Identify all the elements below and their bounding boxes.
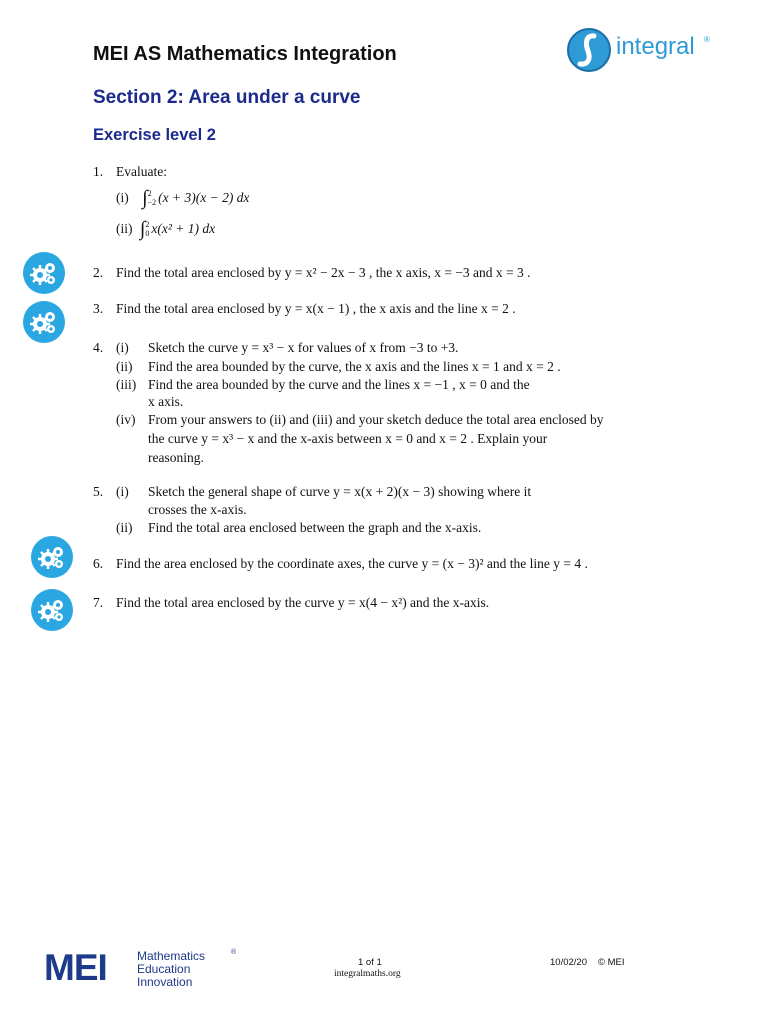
mei-logo-mark: ® [231, 949, 237, 956]
footer-site: integralmaths.org [334, 969, 401, 979]
integral-logo-text: integral [616, 33, 695, 60]
q2-number: 2. [93, 265, 104, 280]
mei-logo-line1: Mathematics [137, 949, 206, 963]
q3-number: 3. [93, 301, 104, 316]
q4-part-iv-line1: From your answers to (ii) and (iii) and your sketch deduce the total area enclosed by [148, 412, 604, 427]
mei-logo [44, 947, 254, 992]
q2-text: Find the total area enclosed by y = x² − 2x − 3 , the x axis, x = −3 and x = 3 . [116, 265, 531, 280]
q4-label-i: (i) [116, 340, 129, 355]
q4-part-i: Sketch the curve y = x³ − x for values of x from −3 to +3. [148, 340, 459, 355]
gears-icon[interactable] [31, 589, 73, 631]
q5-label-i: (i) [116, 484, 129, 499]
q1-text: Evaluate: [116, 164, 167, 179]
mei-logo-line3: Innovation [137, 975, 193, 989]
document-title: MEI AS Mathematics Integration [93, 43, 397, 65]
page-number: 1 of 1 [358, 957, 382, 968]
q4-part-iv-line3: reasoning. [148, 450, 204, 465]
q4-number: 4. [93, 340, 104, 355]
q4-part-iii-line2: x axis. [148, 394, 184, 409]
footer-copyright: © MEI [598, 957, 625, 968]
q5-part-ii: Find the total area enclosed between the graph and the x-axis. [148, 520, 482, 535]
integral-sign-icon: ∫ [139, 218, 146, 240]
exercise-level: Exercise level 2 [93, 126, 216, 144]
q1-number: 1. [93, 164, 104, 179]
q1-ii-lower-limit: 0 [145, 228, 150, 238]
gears-icon[interactable] [31, 536, 73, 578]
integral-logo [566, 27, 716, 73]
q5-part-i-line2: crosses the x-axis. [148, 502, 247, 517]
q6-number: 6. [93, 556, 104, 571]
integral-logo-icon [566, 27, 612, 73]
footer-date: 10/02/20 [550, 957, 587, 968]
q6-text: Find the area enclosed by the coordinate axes, the curve y = (x − 3)² and the line y = 4 . [116, 556, 588, 571]
q4-label-ii: (ii) [116, 359, 133, 374]
mei-logo-line2: Education [137, 962, 191, 976]
gears-icon[interactable] [23, 252, 65, 294]
q4-label-iii: (iii) [116, 377, 137, 392]
integral-logo-mark: ® [704, 35, 710, 44]
section-title: Section 2: Area under a curve [93, 87, 361, 108]
q3-text: Find the total area enclosed by y = x(x − 1) , the x axis and the line x = 2 . [116, 301, 516, 316]
q5-number: 5. [93, 484, 104, 499]
q4-label-iv: (iv) [116, 412, 136, 427]
q1-part-ii-label: (ii) [116, 221, 133, 236]
q1-part-i [116, 187, 249, 208]
mei-logo-letters: MEI [44, 947, 107, 988]
q1-i-upper-limit: 2 [147, 188, 152, 198]
q5-label-ii: (ii) [116, 520, 133, 535]
q4-part-ii: Find the area bounded by the curve, the x axis and the lines x = 1 and x = 2 . [148, 359, 561, 374]
q1-part-ii [116, 218, 215, 239]
q1-i-lower-limit: −2 [147, 197, 157, 207]
q4-part-iv-line2: the curve y = x³ − x and the x-axis between x = 0 and x = 2 . Explain your [148, 431, 548, 446]
q1-i-integrand: (x + 3)(x − 2) dx [158, 190, 250, 205]
q7-number: 7. [93, 595, 104, 610]
q1-ii-integrand: x(x² + 1) dx [151, 221, 216, 236]
q1-ii-upper-limit: 2 [145, 219, 150, 229]
q7-text: Find the total area enclosed by the curve y = x(4 − x²) and the x-axis. [116, 595, 490, 610]
integral-sign-icon: ∫ [142, 187, 148, 209]
gears-icon[interactable] [23, 301, 65, 343]
q5-part-i-line1: Sketch the general shape of curve y = x(x + 2)(x − 3) showing where it [148, 484, 532, 499]
q4-part-iii-line1: Find the area bounded by the curve and the lines x = −1 , x = 0 and the [148, 377, 530, 392]
q1-part-i-label: (i) [116, 190, 129, 205]
